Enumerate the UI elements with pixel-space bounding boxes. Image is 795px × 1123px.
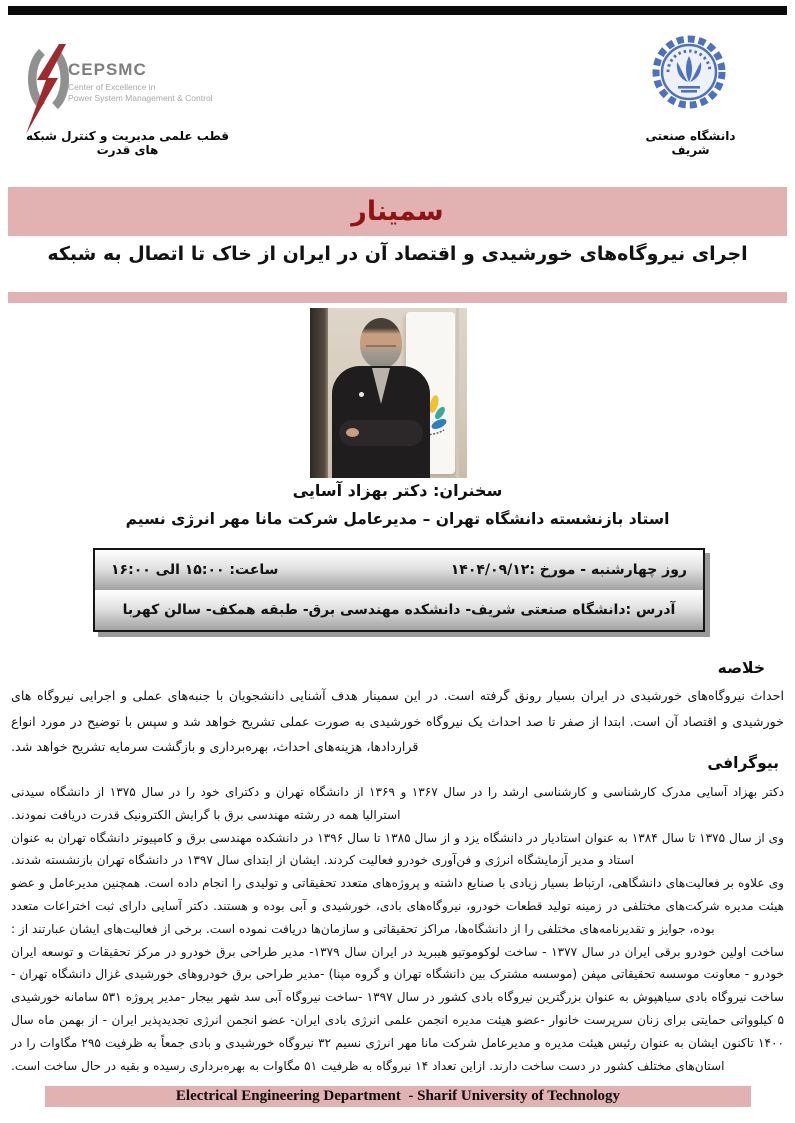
photo-flagpole (456, 308, 459, 478)
top-rule-bar (8, 6, 787, 15)
cepsmc-logo (22, 44, 74, 136)
schedule-address: آدرس :دانشگاه صنعتی شریف- دانشکده مهندسی برق- طبقه همکف- سالن کهربا (122, 602, 676, 618)
photo-speaker-figure (324, 316, 436, 478)
seminar-title: اجرای نیروگاه‌های خورشیدی و اقتصاد آن در ایران از خاک تا اتصال به شبکه (47, 243, 748, 265)
speaker-affiliation-line: استاد بازنشسته دانشگاه تهران – مدیرعامل شرکت مانا مهر انرژی نسیم (125, 510, 670, 528)
sharif-university-emblem (650, 33, 728, 115)
schedule-date: روز چهارشنبه - مورخ :۱۴۰۴/۰۹/۱۲ (450, 562, 687, 578)
abstract-text: احداث نیروگاه‌های خورشیدی در ایران بسیار رونق گرفته است. در این سمینار هدف آشنایی دانشجویان با جنبه‌های عملی و اجرایی نیروگاه های خورشیدی و اقتصاد آن است. ابتدا از صفر تا صد احداث یک نیروگاه خورشیدی به صورت عملی تشریح خواهد شد و سپس با توضیح در مورد انواع قراردادها، هزینه‌های احداث، بهره‌برداری و بازگشت سرمایه تشریح خواهد شد. (11, 688, 784, 754)
abstract-heading: خلاصه (717, 659, 765, 677)
speaker-photo (310, 308, 467, 478)
sharif-caption-fa: دانشگاه صنعتی شریف (645, 129, 736, 157)
speaker-name-line: سخنران: دکتر بهزاد آسایی (292, 481, 503, 500)
biography-paragraph-2: وی از سال ۱۳۷۵ تا سال ۱۳۸۴ به عنوان استادیار در دانشگاه یزد و از سال ۱۳۸۵ تا سال ۱۳۹۶ در دانشکده مهندسی برق و کامپیوتر دانشگاه تهران به عنوان استاد و مدیر آزمایشگاه انرژی و فن‌آوری خودرو فعالیت کردند. ایشان از ابتدای سال ۱۳۹۷ در دانشگاه تهران بازنشسته شدند. (11, 830, 784, 868)
biography-paragraph-4: ساخت اولین خودرو برقی ایران در سال ۱۳۷۷ - ساخت لوکوموتیو هیبرید در ایران سال ۱۳۷۹- مدیر طراحی برق خودرو در مرکز تحقیقات و توسعه ایران خودرو - معاونت موسسه تحقیقاتی مپفن (موسسه مشترک بین دانشگاه تهران و گروه مپنا) -مدیر طراحی برق خودروهای خورشیدی غزال دانشگاه تهران - ساخت نیروگاه بادی سیاهپوش به عنوان بزرگترین نیروگاه بادی کشور در سال ۱۳۹۷ -ساخت نیروگاه آبی سد شهر بیجار -مدیر پروژه ۵۳۱ سامانه خورشیدی ۵ کیلوواتی حمایتی برای زنان سرپرست خانوار -عضو هیئت مدیره انجمن علمی انرژی بادی ایران- عضو انجمن انرژی تجدیدپذیر ایران - از بهمن ماه سال ۱۴۰۰ تاکنون ایشان به عنوان رئیس هیئت مدیره و مدیرعامل شرکت مانا مهر انرژی نسیم ۳۲ نیروگاه خورشیدی و بادی جمعاً به ظرفیت ۲۹۵ مگاوات را در استان‌های مختلف کشور در دست ساخت دارند. ازاین تعداد ۱۴ نیروگاه به ظرفیت ۵۱ مگاوات به بهره‌برداری رسیده و بقیه در حال ساخت است. (11, 944, 785, 1073)
schedule-time: ساعت: ۱۵:۰۰ الی ۱۶:۰۰ (111, 562, 279, 578)
biography-text (11, 781, 784, 1077)
cepsmc-tagline (68, 82, 228, 104)
speaker-suit (332, 366, 430, 478)
schedule-address-row (95, 590, 703, 630)
cepsmc-tagline-line1: Center of Excellence in (68, 82, 156, 92)
cepsmc-acronym: CEPSMC (68, 60, 147, 79)
cepsmc-caption-fa: قطب علمی مدیریت و کنترل شبکه های قدرت (25, 129, 230, 157)
speaker-hand (346, 428, 359, 437)
speaker-lapel-pin (359, 392, 364, 397)
biography-paragraph-3: وی علاوه بر فعالیت‌های دانشگاهی، ارتباط بسیار زیادی با صنایع داشته و پروژه‌های متعدد تحقیقاتی و تولیدی را انجام داده است. همچنین مدیرعامل و عضو هیئت مدیره شرکت‌های مختلفی در زمینه تولید قطعات خودرو، نیروگاه‌های بادی، خورشیدی و آبی بوده و هستند. دکتر آسایی دارای ثبت اختراعات متعدد بوده، جوایز و تقدیرنامه‌های مختلفی را از دانشگاه‌ها، مراکز تحقیقاتی و سازمان‌ها دریافت نموده است. برخی از فعالیت‌های ایشان عبارتند از : (11, 876, 784, 936)
speaker-shirt (372, 368, 390, 404)
seminar-banner-label: سمینار (351, 196, 444, 227)
emblem-base-line1 (678, 86, 700, 89)
speaker-glasses (366, 340, 396, 347)
footer-department-label: Electrical Engineering Department - Sharif University of Technology (175, 1088, 621, 1104)
schedule-date-time-row (95, 550, 703, 590)
pink-divider-bar (8, 292, 787, 303)
emblem-base-line2 (681, 90, 697, 93)
seminar-banner (8, 187, 787, 236)
biography-heading: بیوگرافی (707, 754, 779, 772)
footer-bar (45, 1086, 751, 1107)
cepsmc-tagline-line2: Power System Management & Control (68, 93, 213, 103)
schedule-box (93, 548, 705, 632)
biography-paragraph-1: دکتر بهزاد آسایی مدرک کارشناسی و کارشناسی ارشد را در سال ۱۳۶۷ و ۱۳۶۹ از دانشگاه تهران و دکترای خود را در سال ۱۳۷۵ از دانشگاه سیدنی استرالیا همه در رشته مهندسی برق با گرایش الکترونیک قدرت دریافت نمودند. (11, 785, 784, 822)
